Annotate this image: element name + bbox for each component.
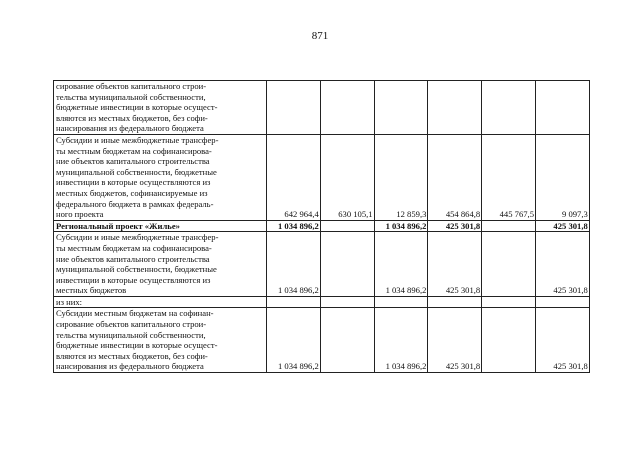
value-cell: 9 097,3 bbox=[535, 134, 589, 220]
page-number: 871 bbox=[311, 30, 329, 42]
value-cell: 425 301,8 bbox=[535, 232, 589, 297]
description-line: бюджетные инвестиции в которые осущест- bbox=[56, 102, 218, 113]
row-description bbox=[54, 220, 267, 232]
value-cell bbox=[428, 81, 482, 135]
table-row bbox=[54, 296, 590, 308]
value-cell: 642 964,4 bbox=[267, 134, 321, 220]
description-line: сирование объектов капитального строи- bbox=[56, 319, 207, 330]
value-cell: 630 105,1 bbox=[320, 134, 374, 220]
table-row bbox=[54, 220, 590, 232]
value-cell: 445 767,5 bbox=[482, 134, 536, 220]
description-line: ного проекта bbox=[56, 209, 104, 220]
value-cell bbox=[320, 308, 374, 373]
value-cell: 425 301,8 bbox=[535, 308, 589, 373]
description-line: инвестиции в которые осуществляются из bbox=[56, 274, 211, 285]
description-line: ты местным бюджетам на софинансирова- bbox=[56, 145, 212, 156]
description-line: местных бюджетов, софинансируемые из bbox=[56, 187, 208, 198]
value-cell bbox=[267, 296, 321, 308]
value-cell: 1 034 896,2 bbox=[267, 232, 321, 297]
value-cell: 12 859,3 bbox=[374, 134, 428, 220]
description-line: муниципальной собственности, бюджетные bbox=[56, 166, 217, 177]
row-description bbox=[54, 232, 267, 297]
value-cell bbox=[535, 81, 589, 135]
value-cell: 425 301,8 bbox=[428, 220, 482, 232]
value-cell: 425 301,8 bbox=[428, 308, 482, 373]
description-line: тельства муниципальной собственности, bbox=[56, 329, 206, 340]
value-cell: 1 034 896,2 bbox=[267, 220, 321, 232]
value-cell: 1 034 896,2 bbox=[374, 308, 428, 373]
value-cell bbox=[320, 220, 374, 232]
description-line: Субсидии местным бюджетам на софинан- bbox=[56, 308, 214, 319]
description-line: вляются из местных бюджетов, без софи- bbox=[56, 112, 208, 123]
value-cell: 425 301,8 bbox=[428, 232, 482, 297]
description-line: бюджетные инвестиции в которые осущест- bbox=[56, 340, 218, 351]
description-line: нансирования из федерального бюджета bbox=[56, 361, 204, 372]
description-line: муниципальной собственности, бюджетные bbox=[56, 264, 217, 275]
description-line: Региональный проект «Жилье» bbox=[56, 220, 180, 231]
value-cell bbox=[482, 232, 536, 297]
table-row bbox=[54, 308, 590, 373]
value-cell bbox=[320, 232, 374, 297]
table-row bbox=[54, 232, 590, 297]
value-cell: 1 034 896,2 bbox=[374, 232, 428, 297]
value-cell bbox=[482, 308, 536, 373]
description-line: Субсидии и иные межбюджетные трансфер- bbox=[56, 232, 219, 243]
description-line: вляются из местных бюджетов, без софи- bbox=[56, 350, 208, 361]
value-cell bbox=[482, 296, 536, 308]
value-cell bbox=[374, 81, 428, 135]
value-cell bbox=[482, 220, 536, 232]
description-line: Субсидии и иные межбюджетные трансфер- bbox=[56, 134, 219, 145]
value-cell bbox=[482, 81, 536, 135]
table-row bbox=[54, 134, 590, 220]
description-line: нансирования из федерального бюджета bbox=[56, 123, 204, 134]
value-cell bbox=[320, 81, 374, 135]
value-cell bbox=[267, 81, 321, 135]
value-cell: 1 034 896,2 bbox=[267, 308, 321, 373]
row-description bbox=[54, 134, 267, 220]
description-line: тельства муниципальной собственности, bbox=[56, 91, 206, 102]
value-cell: 454 864,8 bbox=[428, 134, 482, 220]
value-cell: 425 301,8 bbox=[535, 220, 589, 232]
description-line: федерального бюджета в рамках федераль- bbox=[56, 198, 214, 209]
description-line: ние объектов капитального строительства bbox=[56, 253, 210, 264]
row-description bbox=[54, 308, 267, 373]
description-line: из них: bbox=[56, 296, 83, 307]
value-cell bbox=[428, 296, 482, 308]
value-cell bbox=[535, 296, 589, 308]
budget-table-body bbox=[54, 81, 590, 373]
row-description bbox=[54, 296, 267, 308]
description-line: ние объектов капитального строительства bbox=[56, 156, 210, 167]
description-line: сирование объектов капитального строи- bbox=[56, 81, 207, 91]
description-line: местных бюджетов bbox=[56, 285, 127, 296]
value-cell bbox=[320, 296, 374, 308]
budget-table bbox=[53, 80, 590, 373]
value-cell: 1 034 896,2 bbox=[374, 220, 428, 232]
value-cell bbox=[374, 296, 428, 308]
table-row bbox=[54, 81, 590, 135]
description-line: инвестиции в которые осуществляются из bbox=[56, 177, 211, 188]
row-description bbox=[54, 81, 267, 135]
description-line: ты местным бюджетам на софинансирова- bbox=[56, 242, 212, 253]
